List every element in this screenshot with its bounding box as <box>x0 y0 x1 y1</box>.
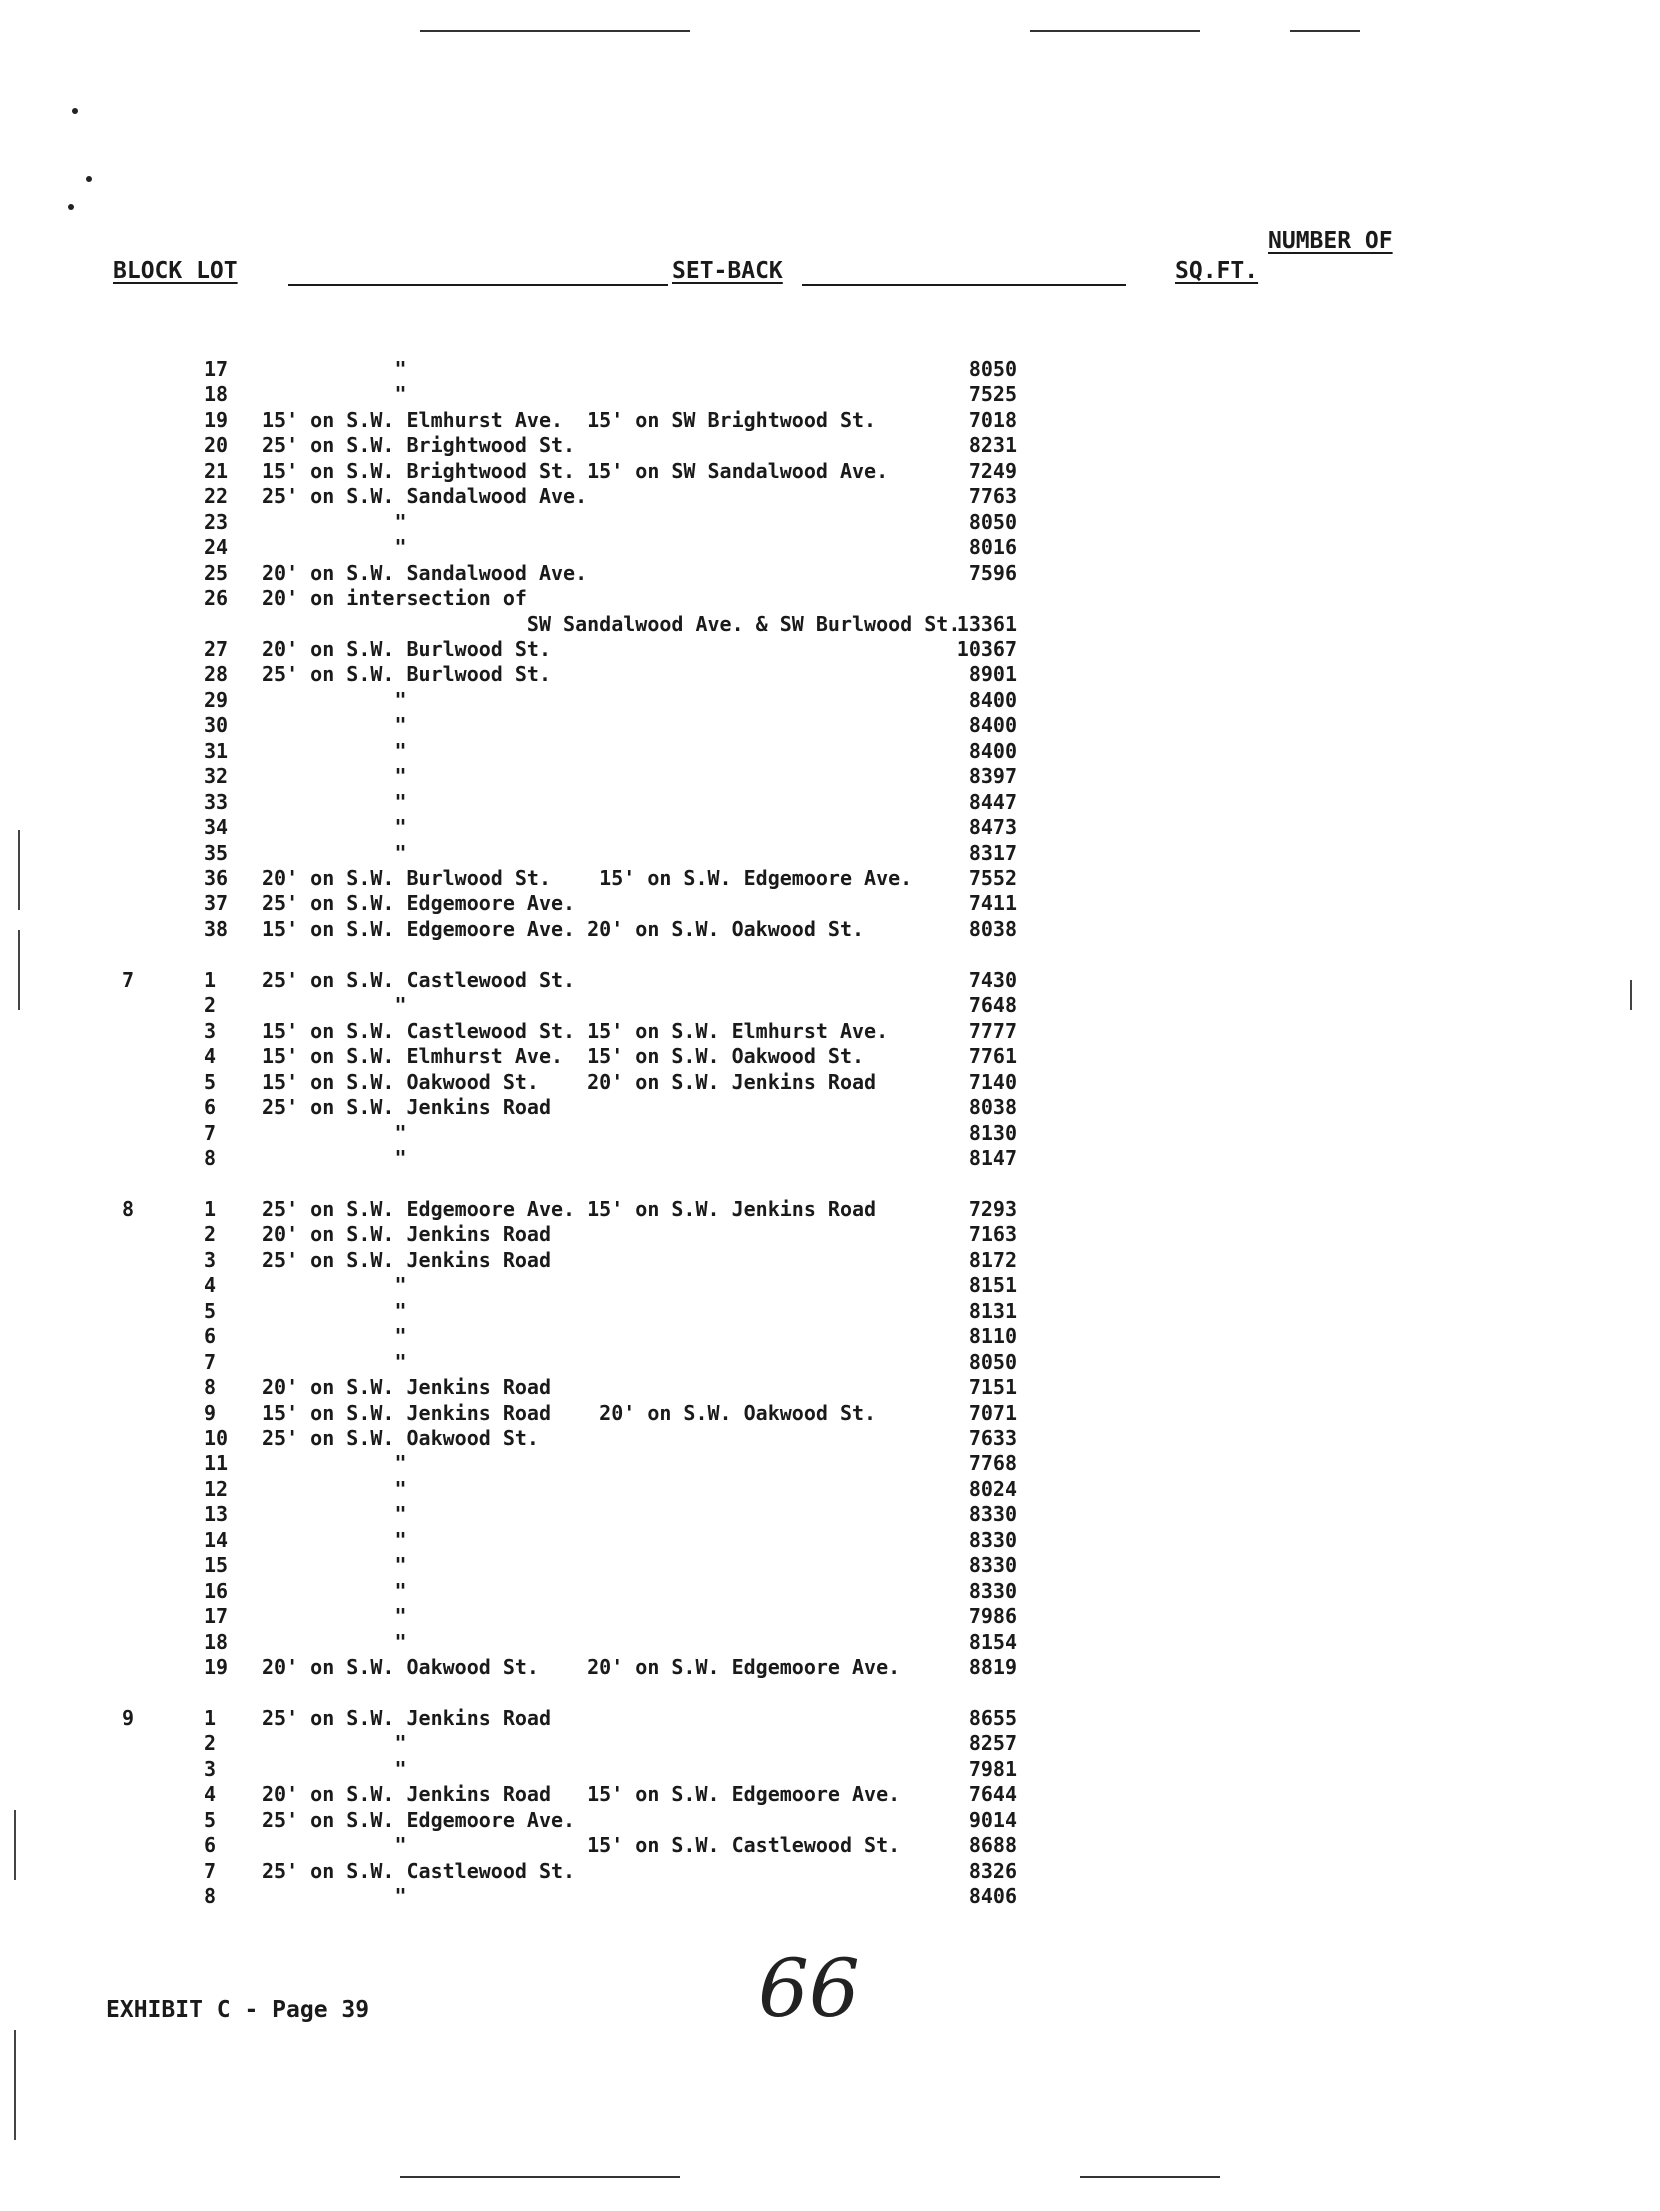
table-row <box>0 510 1660 535</box>
lot-number: 27 <box>204 637 229 661</box>
setback-text: " <box>262 1502 407 1527</box>
table-row <box>0 1655 1660 1680</box>
square-feet: 8050 <box>968 1349 1017 1374</box>
setback-text: " <box>262 713 407 738</box>
square-feet: 8317 <box>968 840 1017 865</box>
setback-text: " <box>262 509 407 534</box>
lot-number: 18 <box>204 382 229 407</box>
lot-number: 5 <box>204 1807 217 1832</box>
setback-text: " <box>262 1298 407 1323</box>
lot-number: 35 <box>204 840 229 865</box>
table-row <box>0 841 1660 866</box>
lot-number: 17 <box>204 1604 229 1628</box>
table-row <box>0 1859 1660 1884</box>
block-number: 8 <box>122 1196 135 1221</box>
setback-text: 25' on S.W. Jenkins Road <box>262 1095 551 1119</box>
setback-text: " <box>262 1731 407 1756</box>
table-row <box>0 586 1660 611</box>
lot-number: 1 <box>204 1196 217 1221</box>
setback-text: " <box>262 1604 407 1628</box>
setback-text: " <box>262 738 407 763</box>
setback-text: " <box>262 1553 407 1578</box>
lot-number: 6 <box>204 1095 217 1119</box>
lot-number: 1 <box>204 1705 217 1730</box>
square-feet: 8130 <box>968 1120 1017 1145</box>
table-row <box>0 1248 1660 1273</box>
setback-text: 15' on S.W. Elmhurst Ave. 15' on S.W. Oakwood St. <box>262 1044 865 1069</box>
header-number-of: NUMBER OF <box>1268 228 1393 254</box>
table-row <box>0 408 1660 433</box>
square-feet: 8024 <box>968 1476 1017 1501</box>
setback-text: " <box>262 1756 407 1781</box>
lot-number: 5 <box>204 1069 217 1094</box>
square-feet: 8400 <box>968 738 1017 763</box>
setback-text: " 15' on S.W. Castlewood St. <box>262 1833 901 1858</box>
handwritten-page-number: 66 <box>758 1942 860 2035</box>
lot-number: 8 <box>204 1375 217 1399</box>
table-row <box>0 637 1660 662</box>
lot-number: 30 <box>204 713 229 738</box>
table-row <box>0 1706 1660 1731</box>
lot-number: 21 <box>204 458 229 483</box>
table-row <box>0 1070 1660 1095</box>
lot-number: 3 <box>204 1756 217 1781</box>
square-feet: 7249 <box>968 458 1017 483</box>
table-row <box>0 1502 1660 1527</box>
setback-text: " <box>262 764 407 789</box>
table-row <box>0 1757 1660 1782</box>
square-feet: 7596 <box>968 560 1017 585</box>
setback-text: 25' on S.W. Edgemoore Ave. 15' on S.W. Jenkins Road <box>262 1196 877 1221</box>
table-row <box>0 561 1660 586</box>
square-feet: 8326 <box>968 1858 1017 1883</box>
table-row <box>0 1095 1660 1120</box>
square-feet: 7411 <box>968 891 1017 916</box>
table-row <box>0 484 1660 509</box>
lot-number: 17 <box>204 357 229 381</box>
table-row <box>0 866 1660 891</box>
lot-number: 37 <box>204 891 229 916</box>
table-row <box>0 1401 1660 1426</box>
table-row <box>0 382 1660 407</box>
table-row <box>0 1884 1660 1909</box>
setback-text: " <box>262 357 407 381</box>
table-row <box>0 433 1660 458</box>
square-feet: 8397 <box>968 764 1017 789</box>
setback-text: 20' on S.W. Jenkins Road <box>262 1375 551 1399</box>
table-row <box>0 968 1660 993</box>
table-row <box>0 1273 1660 1298</box>
setback-text: 20' on S.W. Jenkins Road 15' on S.W. Edgemoore Ave. <box>262 1782 901 1807</box>
setback-text: 25' on S.W. Castlewood St. <box>262 1858 576 1883</box>
square-feet: 7777 <box>968 1018 1017 1043</box>
setback-text: 20' on S.W. Jenkins Road <box>262 1222 551 1247</box>
square-feet: 8901 <box>968 662 1017 687</box>
square-feet: 8400 <box>968 687 1017 712</box>
setback-text: 25' on S.W. Edgemoore Ave. <box>262 891 576 916</box>
lot-number: 18 <box>204 1629 229 1654</box>
setback-text: 15' on S.W. Edgemoore Ave. 20' on S.W. Oakwood St. <box>262 916 865 941</box>
setback-text: 15' on S.W. Elmhurst Ave. 15' on SW Brightwood St. <box>262 407 877 432</box>
lot-number: 7 <box>204 1120 217 1145</box>
table-row <box>0 790 1660 815</box>
table-row <box>0 1579 1660 1604</box>
table-row <box>0 1477 1660 1502</box>
table-row <box>0 1299 1660 1324</box>
lot-number: 34 <box>204 815 229 840</box>
lot-number: 26 <box>204 586 229 610</box>
table-spacer-row <box>0 942 1660 967</box>
table-row <box>0 917 1660 942</box>
table-row <box>0 1019 1660 1044</box>
square-feet: 8050 <box>968 357 1017 381</box>
lot-number: 2 <box>204 1731 217 1756</box>
table-row <box>0 1324 1660 1349</box>
square-feet: 7648 <box>968 993 1017 1018</box>
setback-text: SW Sandalwood Ave. & SW Burlwood St. <box>262 611 961 636</box>
square-feet: 7644 <box>968 1782 1017 1807</box>
square-feet: 8147 <box>968 1145 1017 1170</box>
lot-number: 4 <box>204 1273 217 1298</box>
setback-text: " <box>262 993 407 1018</box>
square-feet: 7633 <box>968 1425 1017 1450</box>
square-feet: 8154 <box>968 1629 1017 1654</box>
exhibit-page-label: EXHIBIT C - Page 39 <box>106 1997 370 2023</box>
square-feet: 8131 <box>968 1298 1017 1323</box>
lot-number: 3 <box>204 1247 217 1272</box>
table-row <box>0 764 1660 789</box>
table-row <box>0 713 1660 738</box>
setback-text: " <box>262 1476 407 1501</box>
setback-text: " <box>262 535 407 560</box>
setback-text: " <box>262 789 407 814</box>
setback-text: " <box>262 1884 407 1908</box>
setback-text: 15' on S.W. Brightwood St. 15' on SW Sandalwood Ave. <box>262 458 889 483</box>
lot-number: 19 <box>204 1655 229 1679</box>
setback-text: 20' on S.W. Burlwood St. 15' on S.W. Edgemoore Ave. <box>262 866 913 890</box>
setback-text: 25' on S.W. Castlewood St. <box>262 967 576 992</box>
table-row <box>0 1121 1660 1146</box>
lot-number: 10 <box>204 1425 229 1450</box>
lot-number: 3 <box>204 1018 217 1043</box>
lot-number: 4 <box>204 1782 217 1807</box>
lot-number: 24 <box>204 535 229 560</box>
lot-number: 2 <box>204 993 217 1018</box>
setback-text: 25' on S.W. Oakwood St. <box>262 1425 539 1450</box>
table-row <box>0 357 1660 382</box>
square-feet: 7761 <box>968 1044 1017 1069</box>
square-feet: 13361 <box>956 611 1017 636</box>
lot-number: 4 <box>204 1044 217 1069</box>
lot-number: 12 <box>204 1476 229 1501</box>
square-feet: 8038 <box>968 916 1017 941</box>
lot-number: 6 <box>204 1833 217 1858</box>
table-row <box>0 1782 1660 1807</box>
square-feet: 7018 <box>968 407 1017 432</box>
lot-number: 28 <box>204 662 229 687</box>
square-feet: 8151 <box>968 1273 1017 1298</box>
lot-number: 33 <box>204 789 229 814</box>
table-row <box>0 1833 1660 1858</box>
setback-text: " <box>262 1273 407 1298</box>
table-row <box>0 1044 1660 1069</box>
table-row <box>0 612 1660 637</box>
setback-text: 20' on S.W. Sandalwood Ave. <box>262 560 588 585</box>
table-row <box>0 993 1660 1018</box>
setback-text: 20' on S.W. Oakwood St. 20' on S.W. Edgemoore Ave. <box>262 1655 901 1679</box>
table-row <box>0 662 1660 687</box>
block-number: 7 <box>122 967 135 992</box>
square-feet: 7430 <box>968 967 1017 992</box>
lot-number: 22 <box>204 484 229 509</box>
setback-text: 20' on intersection of <box>262 586 527 610</box>
table-row <box>0 1731 1660 1756</box>
table-row <box>0 459 1660 484</box>
lot-number: 32 <box>204 764 229 789</box>
lot-number: 5 <box>204 1298 217 1323</box>
table-row <box>0 1553 1660 1578</box>
table-row <box>0 815 1660 840</box>
setback-text: " <box>262 1120 407 1145</box>
square-feet: 8400 <box>968 713 1017 738</box>
setback-text: " <box>262 1324 407 1349</box>
square-feet: 7981 <box>968 1756 1017 1781</box>
lot-number: 14 <box>204 1527 229 1552</box>
table-row <box>0 1350 1660 1375</box>
square-feet: 7525 <box>968 382 1017 407</box>
table-row <box>0 1604 1660 1629</box>
setback-text: 25' on S.W. Edgemoore Ave. <box>262 1807 576 1832</box>
lot-number: 15 <box>204 1553 229 1578</box>
square-feet: 7151 <box>968 1375 1017 1399</box>
setback-text: " <box>262 1349 407 1374</box>
square-feet: 8330 <box>968 1527 1017 1552</box>
setback-text: " <box>262 1451 407 1476</box>
setback-text: " <box>262 1629 407 1654</box>
setback-text: 25' on S.W. Jenkins Road <box>262 1705 551 1730</box>
block-number: 9 <box>122 1705 135 1730</box>
lot-number: 9 <box>204 1400 217 1425</box>
square-feet: 8688 <box>968 1833 1017 1858</box>
square-feet: 9014 <box>968 1807 1017 1832</box>
setback-text: 15' on S.W. Castlewood St. 15' on S.W. Elmhurst Ave. <box>262 1018 889 1043</box>
table-row <box>0 688 1660 713</box>
table-spacer-row <box>0 1680 1660 1705</box>
square-feet: 8231 <box>968 433 1017 458</box>
square-feet: 7768 <box>968 1451 1017 1476</box>
lot-number: 7 <box>204 1349 217 1374</box>
table-row <box>0 1426 1660 1451</box>
lot-number: 6 <box>204 1324 217 1349</box>
lot-number: 25 <box>204 560 229 585</box>
square-feet: 8330 <box>968 1502 1017 1527</box>
lot-number: 13 <box>204 1502 229 1527</box>
setback-text: " <box>262 1527 407 1552</box>
lot-number: 1 <box>204 967 217 992</box>
square-feet: 7071 <box>968 1400 1017 1425</box>
square-feet: 8016 <box>968 535 1017 560</box>
lot-number: 2 <box>204 1222 217 1247</box>
setback-text: " <box>262 687 407 712</box>
header-sq-ft: SQ.FT. <box>1175 258 1259 284</box>
setback-text: " <box>262 840 407 865</box>
lot-number: 8 <box>204 1145 217 1170</box>
square-feet: 7763 <box>968 484 1017 509</box>
table-row <box>0 535 1660 560</box>
setback-text: 20' on S.W. Burlwood St. <box>262 637 551 661</box>
square-feet: 7293 <box>968 1196 1017 1221</box>
square-feet: 8330 <box>968 1553 1017 1578</box>
lot-number: 36 <box>204 866 229 890</box>
setback-text: 25' on S.W. Jenkins Road <box>262 1247 551 1272</box>
lot-number: 16 <box>204 1578 229 1603</box>
lot-number: 38 <box>204 916 229 941</box>
setback-text: " <box>262 1578 407 1603</box>
setback-text: 25' on S.W. Brightwood St. <box>262 433 576 458</box>
lot-number: 8 <box>204 1884 217 1908</box>
square-feet: 8038 <box>968 1095 1017 1119</box>
square-feet: 8473 <box>968 815 1017 840</box>
square-feet: 8050 <box>968 509 1017 534</box>
square-feet: 10367 <box>956 637 1017 661</box>
table-row <box>0 1197 1660 1222</box>
square-feet: 8330 <box>968 1578 1017 1603</box>
setback-text: 15' on S.W. Jenkins Road 20' on S.W. Oakwood St. <box>262 1400 877 1425</box>
lot-number: 11 <box>204 1451 229 1476</box>
table-row <box>0 1630 1660 1655</box>
table-row <box>0 1146 1660 1171</box>
table-row <box>0 1451 1660 1476</box>
square-feet: 8447 <box>968 789 1017 814</box>
setback-text: 25' on S.W. Burlwood St. <box>262 662 551 687</box>
square-feet: 7986 <box>968 1604 1017 1628</box>
table-row <box>0 891 1660 916</box>
square-feet: 8110 <box>968 1324 1017 1349</box>
table-row <box>0 1528 1660 1553</box>
table-row <box>0 1222 1660 1247</box>
square-feet: 8257 <box>968 1731 1017 1756</box>
square-feet: 7552 <box>968 866 1017 890</box>
lot-number: 31 <box>204 738 229 763</box>
square-feet: 7140 <box>968 1069 1017 1094</box>
setback-text: 15' on S.W. Oakwood St. 20' on S.W. Jenkins Road <box>262 1069 877 1094</box>
lot-number: 29 <box>204 687 229 712</box>
square-feet: 8172 <box>968 1247 1017 1272</box>
setback-text: " <box>262 382 407 407</box>
setback-text: 25' on S.W. Sandalwood Ave. <box>262 484 588 509</box>
lot-number: 23 <box>204 509 229 534</box>
table-spacer-row <box>0 1171 1660 1196</box>
header-block-lot: BLOCK LOT <box>113 258 238 284</box>
lot-number: 20 <box>204 433 229 458</box>
header-setback: SET-BACK <box>672 258 783 284</box>
lot-number: 7 <box>204 1858 217 1883</box>
table-row <box>0 1375 1660 1400</box>
square-feet: 8655 <box>968 1705 1017 1730</box>
square-feet: 7163 <box>968 1222 1017 1247</box>
lot-number: 19 <box>204 407 229 432</box>
square-feet: 8406 <box>968 1884 1017 1908</box>
table-row <box>0 1808 1660 1833</box>
table-row <box>0 739 1660 764</box>
square-feet: 8819 <box>968 1655 1017 1679</box>
setback-text: " <box>262 1145 407 1170</box>
setback-text: " <box>262 815 407 840</box>
